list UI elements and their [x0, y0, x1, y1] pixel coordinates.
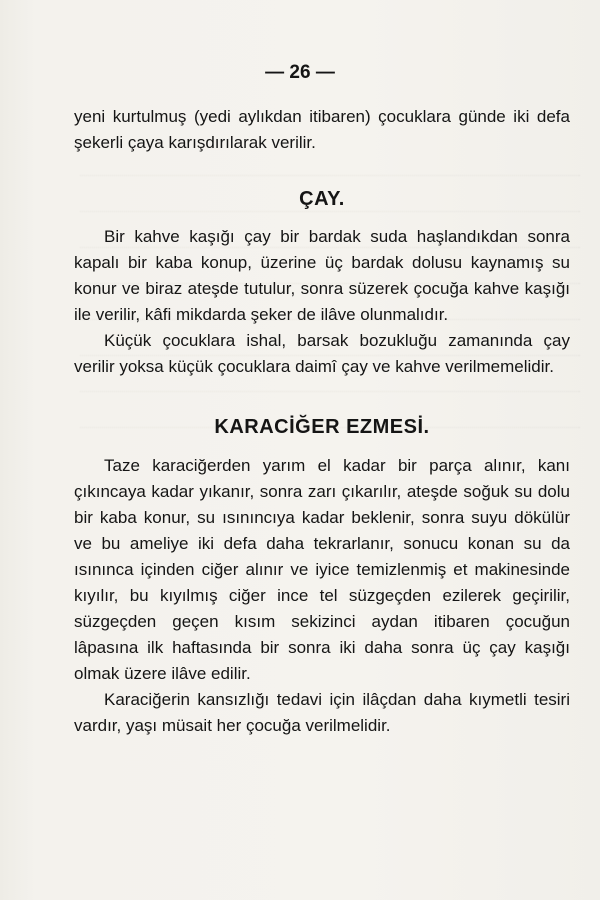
paragraph-karaciger-2: Karaciğerin kansızlığı tedavi için ilâçdan daha kıymetli tesiri vardır, yaşı müsait her çocuğa verilmelidir. — [74, 690, 570, 735]
paragraph-cay-1: Bir kahve kaşığı çay bir bardak suda haşlandıkdan sonra kapalı bir kaba konup, üzerine üç bardak dolusu kaynamış su konur ve biraz ateşde tutulur, sonra süzerek çocuğa kahve kaşığı ile verilir, kâfi mikdarda şeker de ilâve olunmalıdır. — [74, 227, 570, 324]
page-number: — 26 — — [265, 62, 335, 83]
section-heading-karaciger-ezmesi: KARACİĞER EZMESİ. — [214, 416, 430, 438]
paragraph-cay-2: Küçük çocuklara ishal, barsak bozukluğu zamanında çay verilir yoksa küçük çocuklara daimî çay ve kahve verilmemelidir. — [74, 331, 570, 376]
intro-paragraph: yeni kurtulmuş (yedi aylıkdan itibaren) çocuklara günde iki defa şekerli çaya karışdırılarak verilir. — [74, 107, 570, 152]
paragraph-karaciger-1: Taze karaciğerden yarım el kadar bir parça alınır, kanı çıkıncaya kadar yıkanır, sonra zarı çıkarılır, ateşde soğuk su dolu bir kaba konur, su ısınıncıya kadar beklenir, sonra suyu dökülür ve bu ameliye iki defa daha tekrarlanır, sonucu konan su da ısınınca içinden ciğer alınır ve iyice temizlenmiş et makinesinde kıyılır, bu kıyılmış ciğer ince tel süzgeçden ezilerek geçirilir, süzgeçden geçen kısım sekizinci aydan itibaren çocuğun lâpasına ilk haftasında bir sonra iki daha sonra üç çay kaşığı olmak üzere ilâve edilir. — [74, 456, 570, 683]
section-heading-cay: ÇAY. — [299, 188, 345, 210]
page-body — [74, 104, 570, 739]
